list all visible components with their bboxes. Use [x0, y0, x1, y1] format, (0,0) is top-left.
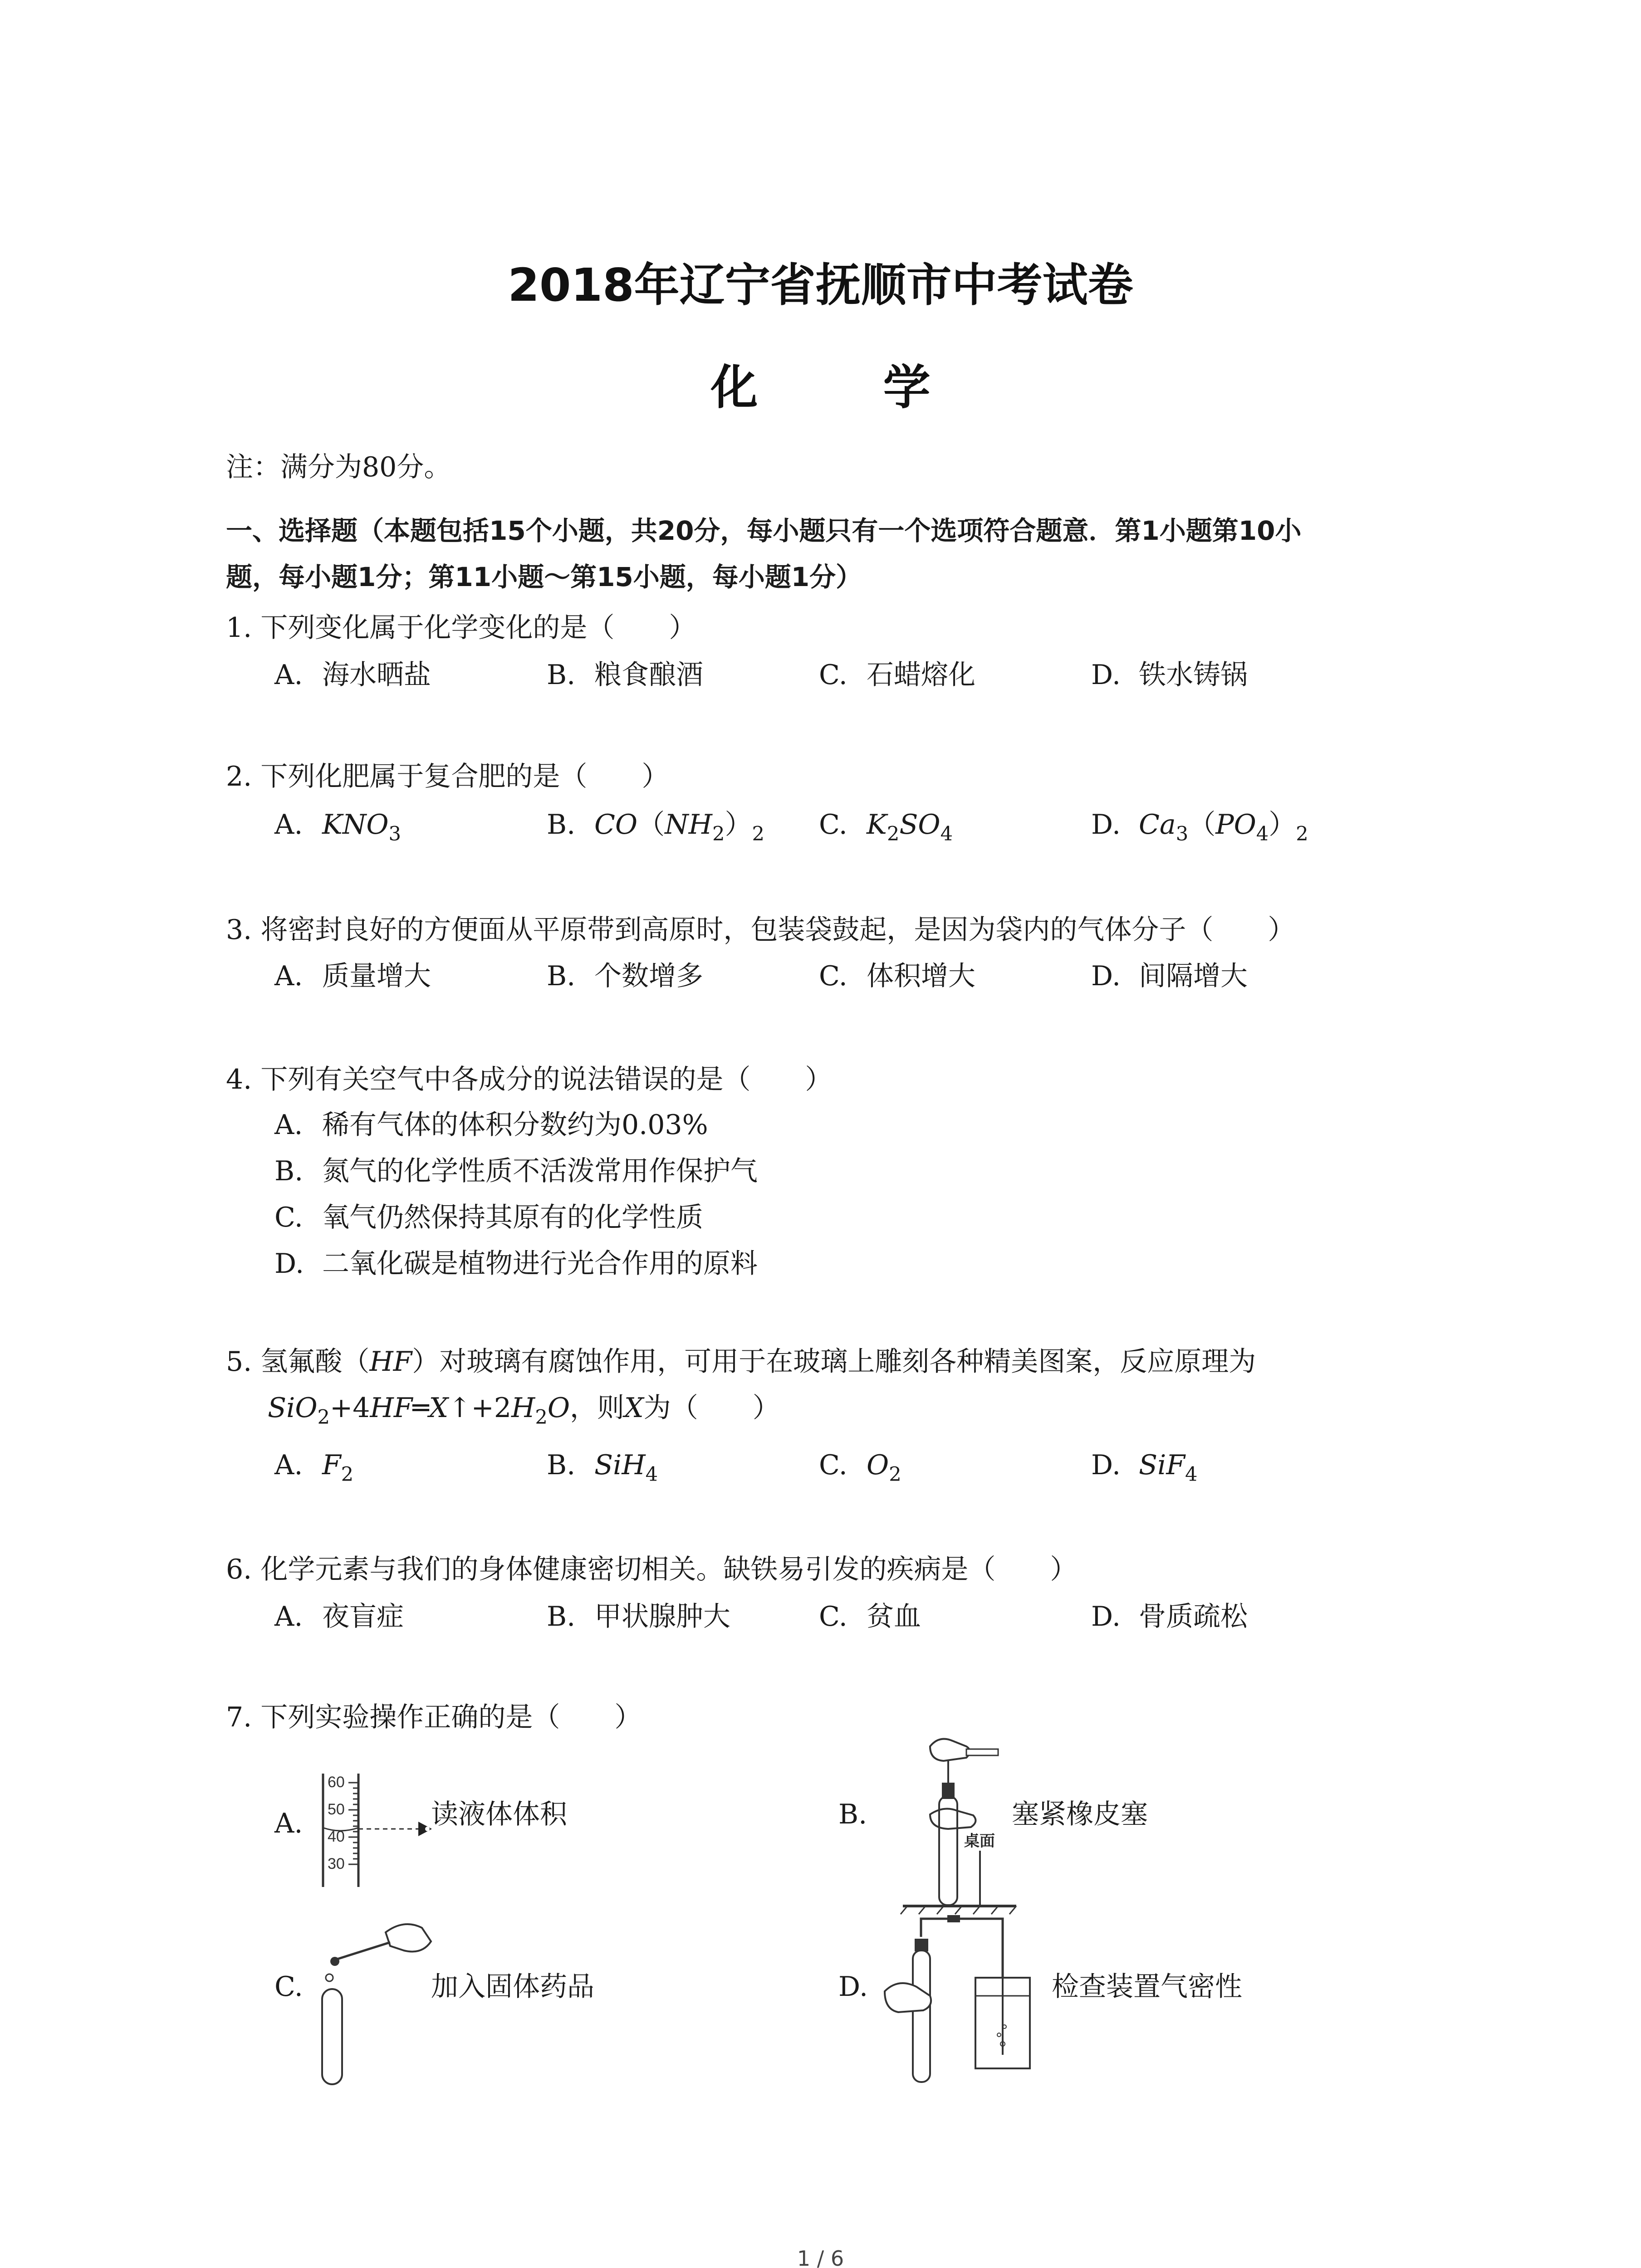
question-3-stem: 3. 将密封良好的方便面从平原带到高原时，包装袋鼓起，是因为袋内的气体分子（ ）: [226, 914, 1295, 946]
option-letter: A.: [274, 659, 303, 691]
q7-option-a-text[interactable]: 读液体体积: [431, 1799, 567, 1830]
option-letter: C.: [819, 1601, 847, 1633]
option-text: 个数增多: [594, 960, 703, 992]
q7-option-c-letter[interactable]: C.: [274, 1971, 303, 2003]
question-6-stem: 6. 化学元素与我们的身体健康密切相关。缺铁易引发的疾病是（ ）: [226, 1554, 1078, 1585]
option-letter: D.: [1091, 659, 1121, 691]
option-text: 二氧化碳是植物进行光合作用的原料: [322, 1248, 758, 1280]
option-letter: C.: [819, 659, 847, 691]
option-letter: C.: [819, 1449, 847, 1481]
q2-option-b[interactable]: [547, 807, 764, 846]
option-letter: D.: [1091, 960, 1121, 992]
question-2-stem: 2. 下列化肥属于复合肥的是（ ）: [226, 761, 669, 792]
q7-option-b-letter[interactable]: B.: [838, 1799, 867, 1830]
q6-option-b[interactable]: [547, 1598, 730, 1635]
question-1-stem: 1. 下列变化属于化学变化的是（ ）: [226, 612, 696, 644]
graduated-cylinder-figure: [313, 1769, 449, 1892]
test-tube-figure: [313, 1914, 436, 2087]
option-text: 铁水铸锅: [1139, 659, 1248, 691]
q6-option-d[interactable]: [1091, 1598, 1248, 1635]
option-letter: C.: [819, 809, 847, 841]
q5-option-c[interactable]: [819, 1447, 901, 1486]
section-heading-line1: 一、选择题（本题包括15个小题，共20分，每小题只有一个选项符合题意．第1小题第10小: [226, 515, 1302, 546]
q2-option-c[interactable]: [819, 807, 953, 846]
q5-option-d[interactable]: [1091, 1447, 1198, 1486]
option-text: 间隔增大: [1139, 960, 1248, 992]
option-letter: C.: [819, 960, 847, 992]
q6-option-c[interactable]: [819, 1598, 921, 1635]
q5-option-b[interactable]: [547, 1447, 658, 1486]
option-letter: B.: [547, 1601, 576, 1633]
question-4-stem: 4. 下列有关空气中各成分的说法错误的是（ ）: [226, 1064, 833, 1095]
formula-sih4: SiH$_4$: [594, 1449, 658, 1486]
option-letter: B.: [547, 1449, 576, 1481]
q7-option-b-text[interactable]: 塞紧橡皮塞: [1012, 1799, 1148, 1830]
tick-label-50: 50: [328, 1801, 345, 1818]
q7-option-c-text[interactable]: 加入固体药品: [431, 1971, 594, 2003]
option-text: 夜盲症: [322, 1601, 404, 1633]
q4-option-c[interactable]: [274, 1199, 703, 1236]
option-text: 骨质疏松: [1139, 1601, 1248, 1633]
q7-option-d-letter[interactable]: D.: [838, 1971, 868, 2003]
q3-option-a[interactable]: [274, 958, 431, 994]
option-text: 氮气的化学性质不活泼常用作保护气: [322, 1155, 758, 1187]
question-5-stem: 5. 氢氟酸（HF）对玻璃有腐蚀作用，可用于在玻璃上雕刻各种精美图案，反应原理为: [226, 1346, 1256, 1378]
formula-urea: $CO(NH_2)_2$: [594, 809, 764, 846]
option-text: 石蜡熔化: [867, 659, 975, 691]
option-letter: D.: [1091, 1449, 1121, 1481]
option-letter: A.: [274, 1109, 303, 1141]
q7-option-a-letter[interactable]: A.: [274, 1808, 303, 1839]
formula-kno3: $KNO_3$: [322, 809, 402, 846]
tick-label-60: 60: [328, 1774, 345, 1791]
question-5-equation: $SiO_2+4HF═X↑+2H_2O$，则X为（ ）: [268, 1392, 780, 1429]
option-text: 甲状腺肿大: [594, 1601, 730, 1633]
option-text: 质量增大: [322, 960, 431, 992]
option-letter: B.: [547, 960, 576, 992]
table-label: 桌面: [964, 1833, 995, 1850]
option-letter: A.: [274, 1449, 303, 1481]
subject-title: 化 学: [710, 360, 985, 415]
formula-k2so4: $K_2SO_4$: [867, 809, 953, 846]
formula-f2: $F_2$: [322, 1449, 354, 1486]
section-heading-line2: 题，每小题1分；第11小题～第15小题，每小题1分）: [226, 562, 862, 592]
q6-option-a[interactable]: [274, 1598, 404, 1635]
option-letter: D.: [1091, 1601, 1121, 1633]
q1-option-c[interactable]: [819, 657, 975, 693]
question-7-stem: 7. 下列实验操作正确的是（ ）: [226, 1701, 642, 1733]
score-note: 注：满分为80分。: [226, 451, 451, 483]
option-letter: B.: [274, 1155, 304, 1187]
q3-option-d[interactable]: [1091, 958, 1248, 994]
q7-option-d-text[interactable]: 检查装置气密性: [1052, 1971, 1242, 2003]
q1-option-a[interactable]: [274, 657, 431, 693]
option-letter: B.: [547, 659, 576, 691]
exam-title: 2018年辽宁省抚顺市中考试卷: [508, 259, 1133, 312]
q4-option-b[interactable]: [274, 1153, 758, 1189]
q4-option-a[interactable]: [274, 1107, 708, 1143]
page-number: 1 / 6: [797, 2246, 844, 2268]
q2-option-d[interactable]: [1091, 807, 1308, 846]
option-text: 贫血: [867, 1601, 921, 1633]
tick-label-30: 30: [328, 1855, 345, 1872]
option-text: 体积增大: [867, 960, 975, 992]
q5-option-a[interactable]: [274, 1447, 354, 1486]
q4-option-d[interactable]: [274, 1246, 758, 1282]
option-text: 粮食酿酒: [594, 659, 703, 691]
option-letter: A.: [274, 809, 303, 841]
option-letter: D.: [1091, 809, 1121, 841]
formula-ca3po42: $Ca_3(PO_4)_2$: [1139, 809, 1308, 846]
option-text: 氧气仍然保持其原有的化学性质: [322, 1202, 703, 1233]
tick-label-40: 40: [328, 1828, 345, 1845]
option-letter: D.: [274, 1248, 304, 1280]
q2-option-a[interactable]: [274, 807, 402, 846]
option-text: 稀有气体的体积分数约为0.03%: [322, 1109, 708, 1141]
formula-o2: $O_2$: [867, 1449, 901, 1486]
option-letter: B.: [547, 809, 576, 841]
formula-sif4: SiF$_4$: [1139, 1449, 1198, 1486]
airtightness-figure: [880, 1910, 1034, 2091]
option-letter: A.: [274, 960, 303, 992]
option-text: 海水晒盐: [322, 659, 431, 691]
option-letter: C.: [274, 1202, 303, 1233]
q1-option-b[interactable]: [547, 657, 703, 693]
q1-option-d[interactable]: [1091, 657, 1248, 693]
q3-option-b[interactable]: [547, 958, 703, 994]
q3-option-c[interactable]: [819, 958, 975, 994]
stopper-figure: [876, 1733, 1025, 1919]
option-letter: A.: [274, 1601, 303, 1633]
